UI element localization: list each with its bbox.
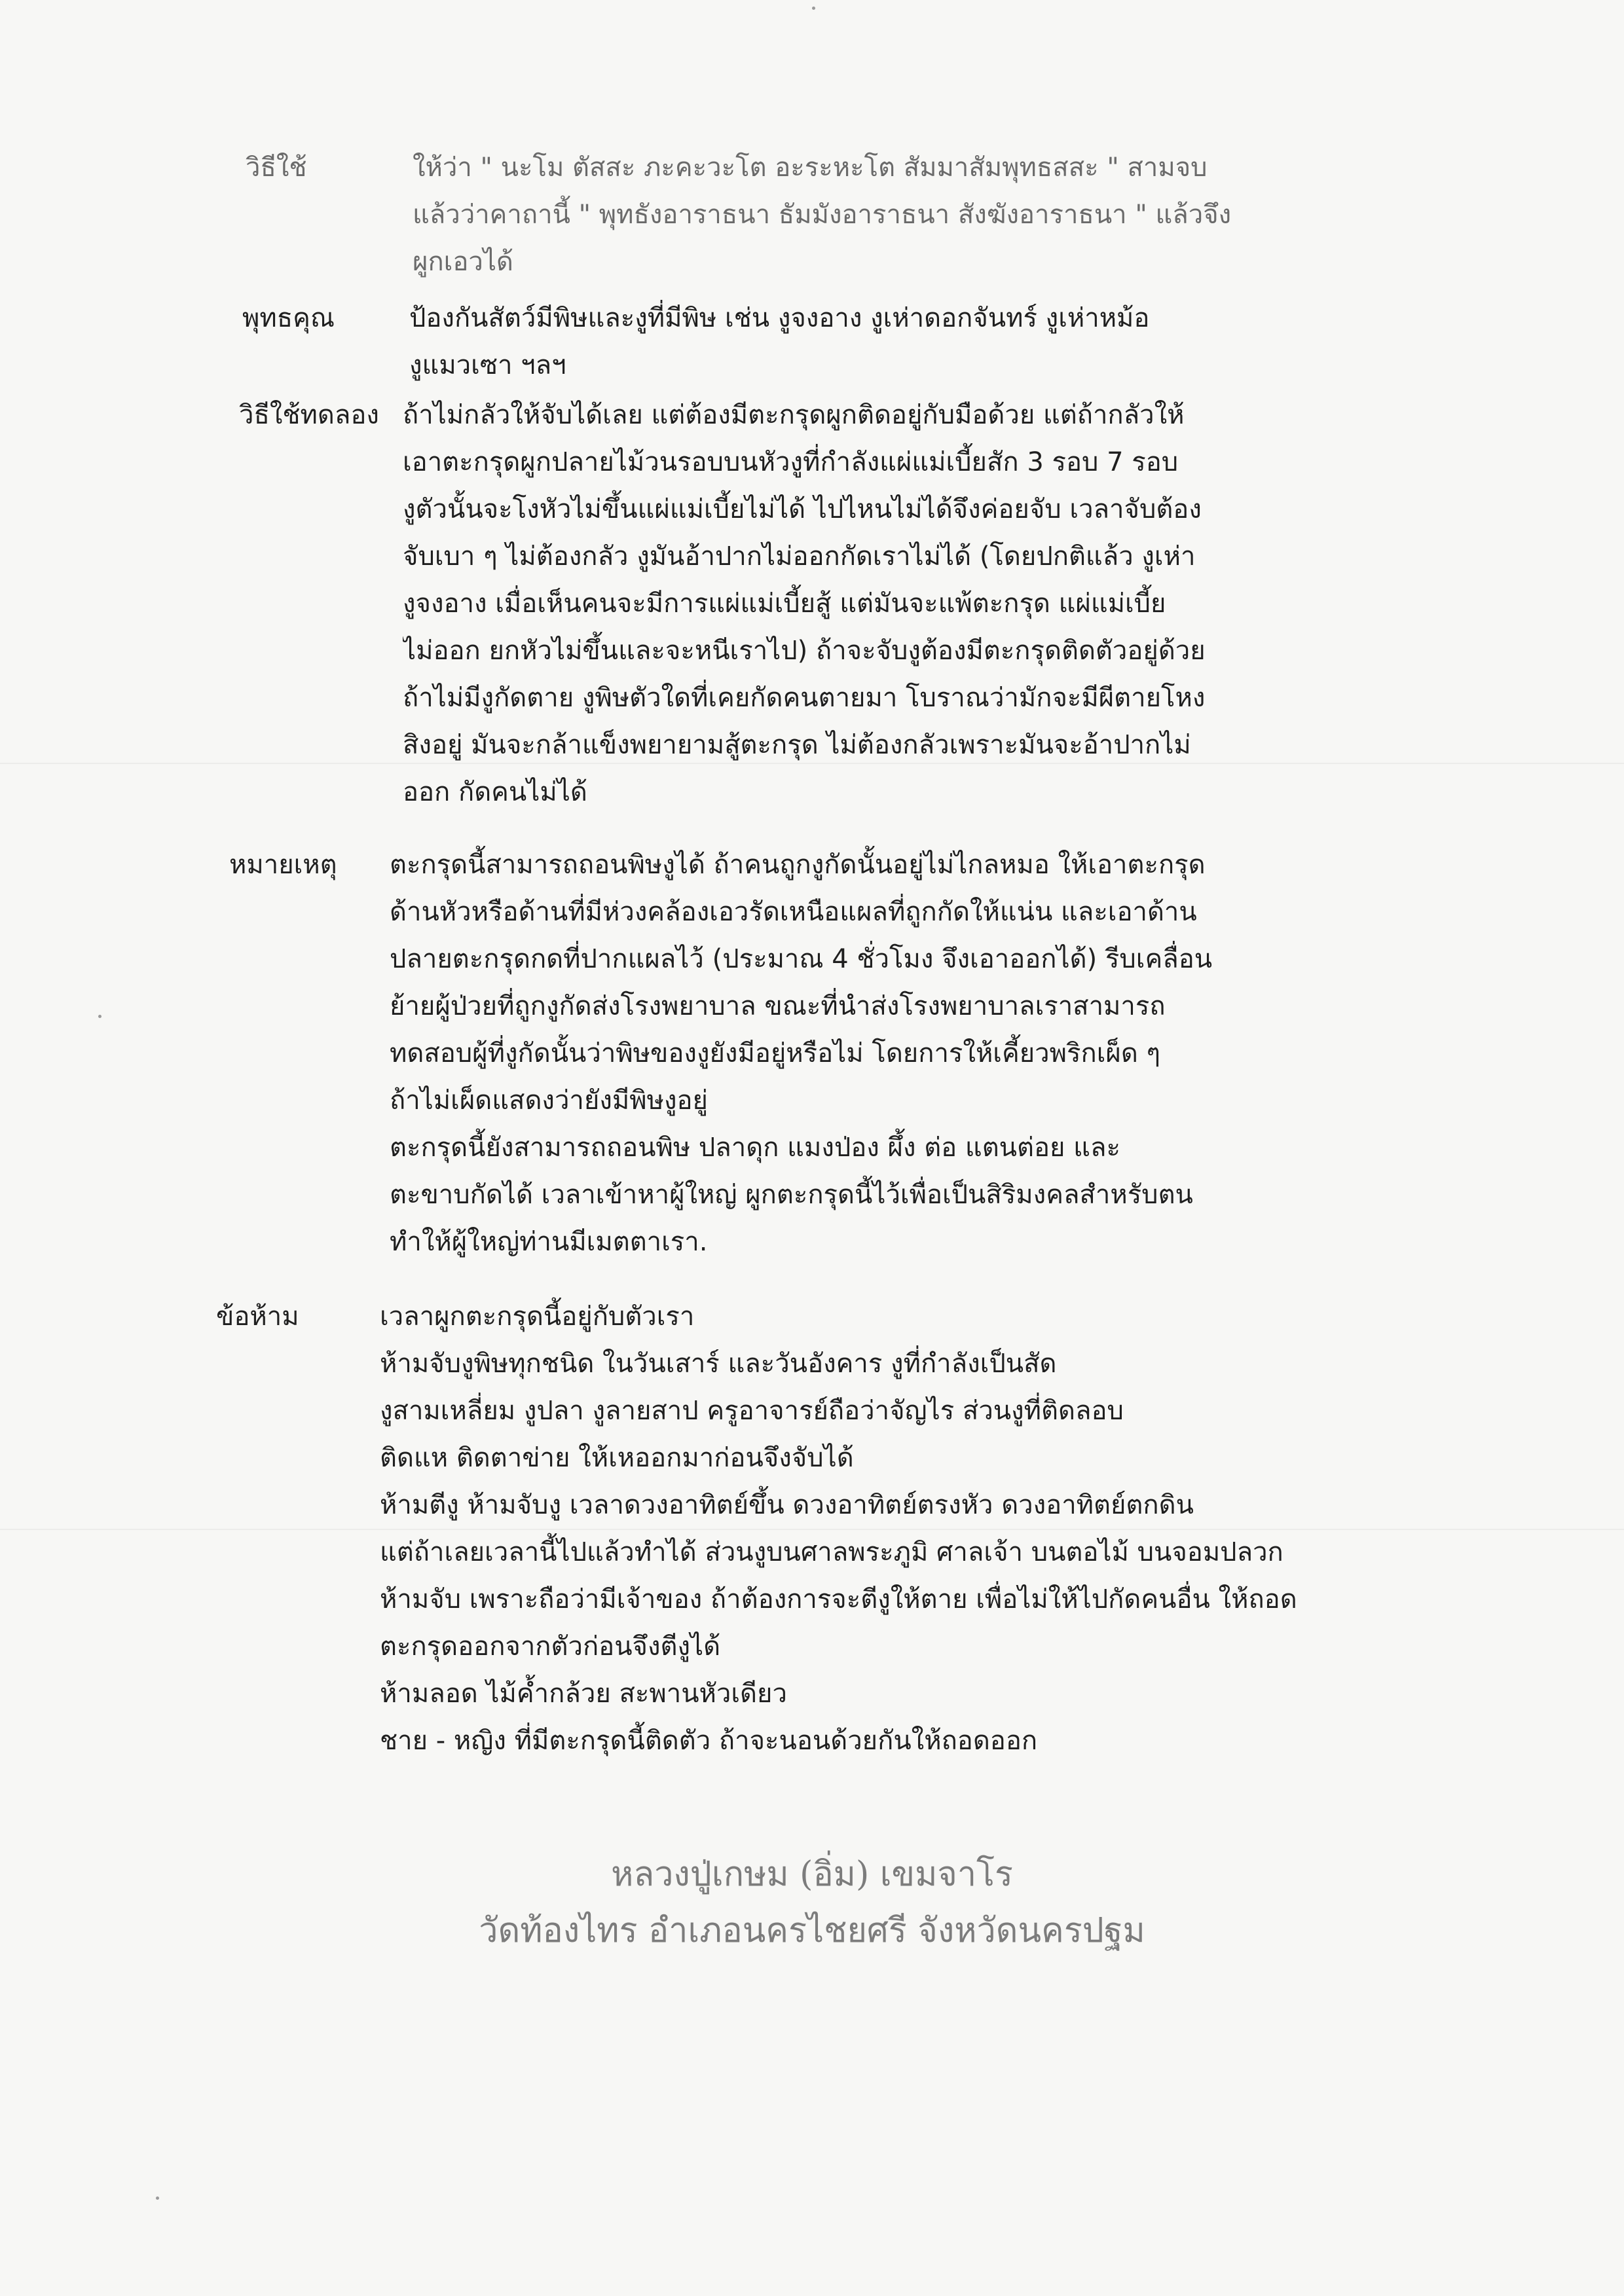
text-line: ห้ามตีงู ห้ามจับงู เวลาดวงอาทิตย์ขึ้น ดวงอาทิตย์ตรงหัว ดวงอาทิตย์ตกดิน	[380, 1490, 1194, 1520]
section-test-method	[216, 392, 1356, 824]
section-label: หมายเหตุ	[229, 850, 337, 880]
text-line: ห้ามลอด ไม้ค้ำกล้วย สะพานหัวเดียว	[380, 1679, 787, 1709]
text-line: ติดแห ติดตาข่าย ให้เหออกมาก่อนจึงจับได้	[380, 1443, 854, 1473]
text-line: จับเบา ๆ ไม่ต้องกลัว งูมันอ้าปากไม่ออกกัดเราไม่ได้ (โดยปกติแล้ว งูเห่า	[403, 541, 1196, 572]
text-line: ถ้าไม่มีงูกัดตาย งูพิษตัวใดที่เคยกัดคนตายมา โบราณว่ามักจะมีผีตายโหง	[403, 683, 1206, 713]
section-label: พุทธคุณ	[242, 303, 335, 333]
text-line: ป้องกันสัตว์มีพิษและงูที่มีพิษ เช่น งูจงอาง งูเห่าดอกจันทร์ งูเห่าหม้อ	[409, 303, 1150, 333]
text-line: ย้ายผู้ป่วยที่ถูกงูกัดส่งโรงพยาบาล ขณะที่นำส่งโรงพยาบาลเราสามารถ	[390, 991, 1166, 1021]
signature-temple: วัดท้องไทร อำเภอนครไชยศรี จังหวัดนครปฐม	[479, 1911, 1145, 1950]
text-line: เวลาผูกตะกรุดนี้อยู่กับตัวเรา	[380, 1302, 695, 1332]
section-body	[409, 295, 1313, 389]
text-line: งูสามเหลี่ยม งูปลา งูลายสาป ครูอาจารย์ถือว่าจัญไร ส่วนงูที่ติดลอบ	[380, 1396, 1124, 1426]
text-line: สิงอยู่ มันจะกล้าแข็งพยายามสู้ตะกรุด ไม่ต้องกลัวเพราะมันจะอ้าปากไม่	[403, 730, 1191, 760]
text-line: ไม่ออก ยกหัวไม่ขึ้นและจะหนีเราไป) ถ้าจะจับงูต้องมีตะกรุดติดตัวอยู่ด้วย	[403, 636, 1206, 666]
text-line: แล้วว่าคาถานี้ " พุทธังอาราธนา ธัมมังอาราธนา สังฆังอาราธนา " แล้วจึง	[413, 200, 1232, 230]
text-line: งูตัวนั้นจะโงหัวไม่ขึ้นแผ่แม่เบี้ยไม่ได้ ไปไหนไม่ได้จึงค่อยจับ เวลาจับต้อง	[403, 494, 1202, 524]
text-line: งูจงอาง เมื่อเห็นคนจะมีการแผ่แม่เบี้ยสู้ แต่มันจะแพ้ตะกรุด แผ่แม่เบี้ย	[403, 589, 1166, 619]
text-line: ด้านหัวหรือด้านที่มีห่วงคล้องเอวรัดเหนือแผลที่ถูกกัดให้แน่น และเอาด้าน	[390, 897, 1197, 927]
text-line: ถ้าไม่กลัวให้จับได้เลย แต่ต้องมีตะกรุดผูกติดอยู่กับมือด้วย แต่ถ้ากลัวให้	[403, 400, 1185, 430]
text-line: เอาตะกรุดผูกปลายไม้วนรอบบนหัวงูที่กำลังแผ่แม่เบี้ยสัก 3 รอบ 7 รอบ	[403, 447, 1179, 477]
section-body	[413, 144, 1316, 285]
text-line: ทดสอบผู้ที่งูกัดนั้นว่าพิษของงูยังมีอยู่หรือไม่ โดยการให้เคี้ยวพริกเผ็ด ๆ	[390, 1038, 1160, 1068]
text-line: ออก กัดคนไม่ได้	[403, 777, 587, 807]
text-line: ให้ว่า " นะโม ตัสสะ ภะคะวะโต อะระหะโต สัมมาสัมพุทธสสะ " สามจบ	[413, 153, 1208, 183]
text-line: ถ้าไม่เผ็ดแสดงว่ายังมีพิษงูอยู่	[390, 1085, 708, 1116]
paper-speck	[98, 1015, 101, 1018]
section-label: วิธีใช้	[246, 153, 307, 183]
text-line: ตะกรุดออกจากตัวก่อนจึงตีงูได้	[380, 1631, 721, 1662]
section-body	[380, 1293, 1336, 1764]
text-line: ห้ามจับ เพราะถือว่ามีเจ้าของ ถ้าต้องการจะตีงูให้ตาย เพื่อไม่ให้ไปกัดคนอื่น ให้ถอด	[380, 1584, 1297, 1614]
section-label: วิธีใช้ทดลอง	[239, 400, 379, 430]
section-label: ข้อห้าม	[216, 1302, 299, 1332]
signature-block	[0, 1846, 1624, 1959]
text-line: ชาย - หญิง ที่มีตะกรุดนี้ติดตัว ถ้าจะนอนด้วยกันให้ถอดออก	[380, 1726, 1038, 1756]
paper-speck	[156, 2196, 159, 2200]
section-virtue	[216, 295, 1356, 393]
text-line: ตะขาบกัดได้ เวลาเข้าหาผู้ใหญ่ ผูกตะกรุดนี้ไว้เพื่อเป็นสิริมงคลสำหรับตน	[390, 1180, 1193, 1210]
section-note	[216, 841, 1356, 1280]
text-line: งูแมวเซา ฯลฯ	[409, 350, 566, 380]
paper-speck	[812, 7, 815, 10]
text-line: ห้ามจับงูพิษทุกชนิด ในวันเสาร์ และวันอังคาร งูที่กำลังเป็นสัด	[380, 1349, 1057, 1379]
section-usage	[216, 144, 1356, 295]
section-body	[403, 392, 1306, 816]
text-line: ทำให้ผู้ใหญ่ท่านมีเมตตาเรา.	[390, 1227, 708, 1257]
text-line: แต่ถ้าเลยเวลานี้ไปแล้วทำได้ ส่วนงูบนศาลพระภูมิ ศาลเจ้า บนตอไม้ บนจอมปลวก	[380, 1537, 1283, 1567]
text-line: ผูกเอวได้	[413, 247, 513, 277]
section-prohibitions	[216, 1293, 1356, 1791]
text-line: ตะกรุดนี้สามารถถอนพิษงูได้ ถ้าคนถูกงูกัดนั้นอยู่ไม่ไกลหมอ ให้เอาตะกรุด	[390, 850, 1206, 880]
text-line: ตะกรุดนี้ยังสามารถถอนพิษ ปลาดุก แมงป่อง ผึ้ง ต่อ แตนต่อย และ	[390, 1133, 1120, 1163]
text-line: ปลายตะกรุดกดที่ปากแผลไว้ (ประมาณ 4 ชั่วโมง จึงเอาออกได้) รีบเคลื่อน	[390, 944, 1213, 974]
section-body	[390, 841, 1293, 1266]
signature-name: หลวงปู่เกษม (อิ่ม) เขมจาโร	[611, 1855, 1013, 1894]
